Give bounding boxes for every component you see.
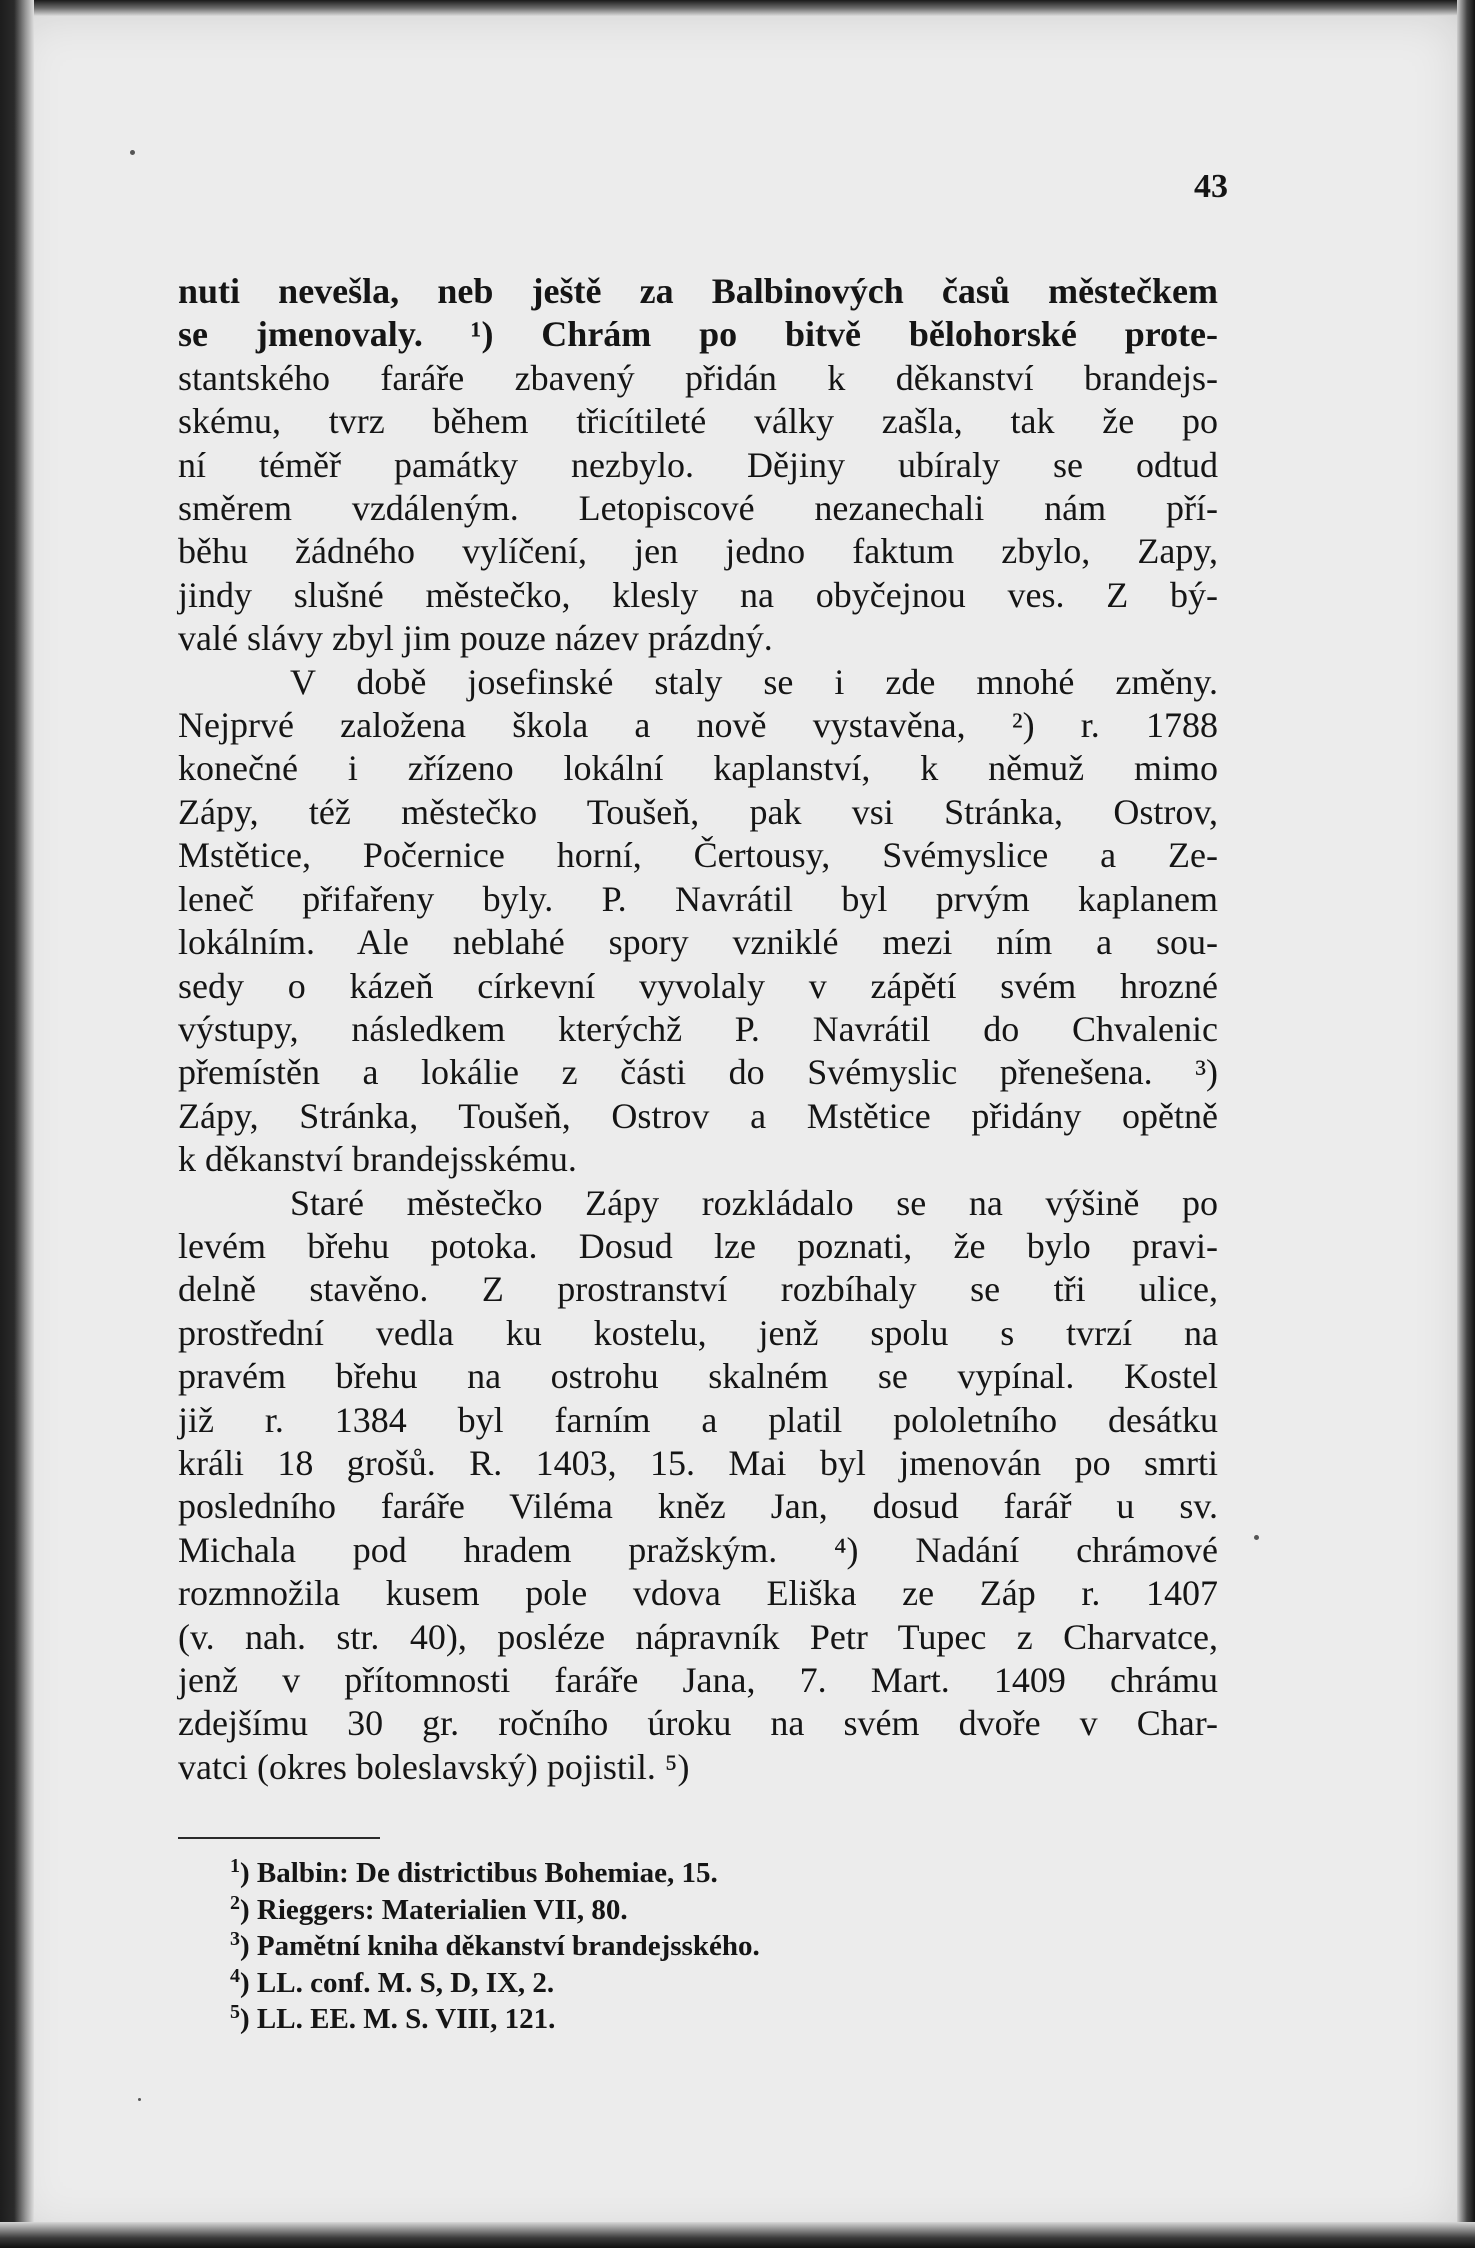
text-line: běhu žádného vylíčení, jen jedno faktum zbylo, Zapy,: [178, 531, 1218, 572]
text-line: prostřední vedla ku kostelu, jenž spolu s tvrzí na: [178, 1312, 1218, 1353]
footnote-text: LL. conf. M. S, D, IX, 2.: [256, 1966, 555, 1999]
footnote-divider: [178, 1837, 380, 1839]
footnote: $^4$) LL. conf. M. S, D, IX, 2.: [230, 1964, 555, 1999]
text-line: sedy o kázeň církevní vyvolaly v zápětí svém hrozné: [178, 965, 1218, 1006]
footnote-text: Balbin: De districtibus Bohemiae, 15.: [256, 1857, 718, 1889]
text-line: jenž v přítomnosti faráře Jana, 7. Mart. 1409 chrámu: [178, 1660, 1218, 1700]
text-line: výstupy, následkem kterýchž P. Navrátil do Chvalenic: [178, 1008, 1218, 1049]
footnote-text: LL. EE. M. S. VIII, 121.: [256, 2003, 556, 2035]
text-line: posledního faráře Viléma kněz Jan, dosud farář u sv.: [178, 1486, 1218, 1527]
dust-speck: [1254, 1535, 1259, 1540]
text-line: lokálním. Ale neblahé spory vzniklé mezi ním a sou-: [178, 922, 1218, 963]
text-line: Michala pod hradem pražským. ⁴) Nadání chrámové: [178, 1529, 1218, 1570]
text-line: vatci (okres boleslavský) pojistil. ⁵): [178, 1746, 690, 1787]
text-line: levém břehu potoka. Dosud lze poznati, že bylo pravi-: [178, 1225, 1218, 1266]
text-line: V době josefinské staly se i zde mnohé změny.: [290, 661, 1218, 702]
text-line: stantského faráře zbavený přidán k děkanství brandejs-: [178, 357, 1218, 398]
footnote-mark: 3: [230, 1928, 240, 1950]
text-line: (v. nah. str. 40), posléze nápravník Petr Tupec z Charvatce,: [178, 1616, 1218, 1657]
text-line: konečné i zřízeno lokální kaplanství, k němuž mimo: [178, 748, 1218, 789]
footnote: $^2$) Rieggers: Materialien VII, 80.: [230, 1891, 628, 1926]
text-line: Zápy, též městečko Toušeň, pak vsi Stránka, Ostrov,: [178, 791, 1218, 832]
scan-bottom-edge: [0, 2222, 1475, 2248]
footnotes: [230, 1855, 1030, 2038]
text-line: k děkanství brandejsskému.: [178, 1139, 577, 1180]
text-line: nuti nevešla, neb ještě za Balbinových časů městečkem: [178, 271, 1218, 311]
footnote-mark: 4: [230, 1964, 240, 1987]
text-line: směrem vzdáleným. Letopiscové nezanechali nám pří-: [178, 488, 1218, 529]
text-line: rozmnožila kusem pole vdova Eliška ze Záp r. 1407: [178, 1573, 1218, 1614]
text-line: zdejšímu 30 gr. ročního úroku na svém dvoře v Char-: [178, 1703, 1218, 1744]
text-line: pravém břehu na ostrohu skalném se vypínal. Kostel: [178, 1356, 1218, 1397]
text-line: Staré městečko Zápy rozkládalo se na výšině po: [290, 1182, 1218, 1223]
text-line: Mstětice, Počernice horní, Čertousy, Svémyslice a Ze-: [178, 835, 1218, 876]
dust-speck: [138, 2098, 141, 2101]
text-line: přemístěn a lokálie z části do Svémyslic přenešena. ³): [178, 1052, 1218, 1093]
scan-top-edge: [0, 0, 1475, 16]
scan-right-edge: [1457, 0, 1475, 2248]
text-line: se jmenovaly. ¹) Chrám po bitvě bělohorské prote-: [178, 314, 1218, 355]
text-line: jindy slušné městečko, klesly na obyčejnou ves. Z bý-: [178, 574, 1218, 615]
text-line: ní téměř památky nezbylo. Dějiny ubíraly se odtud: [178, 444, 1218, 485]
footnote-text: Rieggers: Materialien VII, 80.: [256, 1893, 628, 1926]
footnote: $^3$) Pamětní kniha děkanství brandejsského.: [230, 1928, 760, 1962]
page-number: 43: [1194, 168, 1228, 205]
footnote: $^1$) Balbin: De districtibus Bohemiae, 15.: [230, 1855, 718, 1889]
text-line: skému, tvrz během třicítileté války zašla, tak že po: [178, 401, 1218, 442]
footnote: $^5$) LL. EE. M. S. VIII, 121.: [230, 2001, 556, 2035]
footnote-text: Pamětní kniha děkanství brandejsského.: [256, 1930, 760, 1962]
text-line: Nejprvé založena škola a nově vystavěna, ²) r. 1788: [178, 705, 1218, 746]
scan-left-edge: [0, 0, 34, 2248]
footnote-mark: 2: [230, 1891, 240, 1914]
text-line: králi 18 grošů. R. 1403, 15. Mai byl jmenován po smrti: [178, 1442, 1218, 1483]
dust-speck: [130, 150, 135, 155]
footnote-mark: 5: [230, 2001, 240, 2023]
footnote-mark: 1: [230, 1855, 240, 1877]
text-line: valé slávy zbyl jim pouze název prázdný.: [178, 618, 773, 659]
text-line: Zápy, Stránka, Toušeň, Ostrov a Mstětice přidány opětně: [178, 1095, 1218, 1136]
text-line: delně stavěno. Z prostranství rozbíhaly se tři ulice,: [178, 1269, 1218, 1310]
body-text: [178, 270, 1218, 1789]
text-line: již r. 1384 byl farním a platil pololetního desátku: [178, 1399, 1218, 1440]
text-line: leneč přifařeny byly. P. Navrátil byl prvým kaplanem: [178, 878, 1218, 919]
